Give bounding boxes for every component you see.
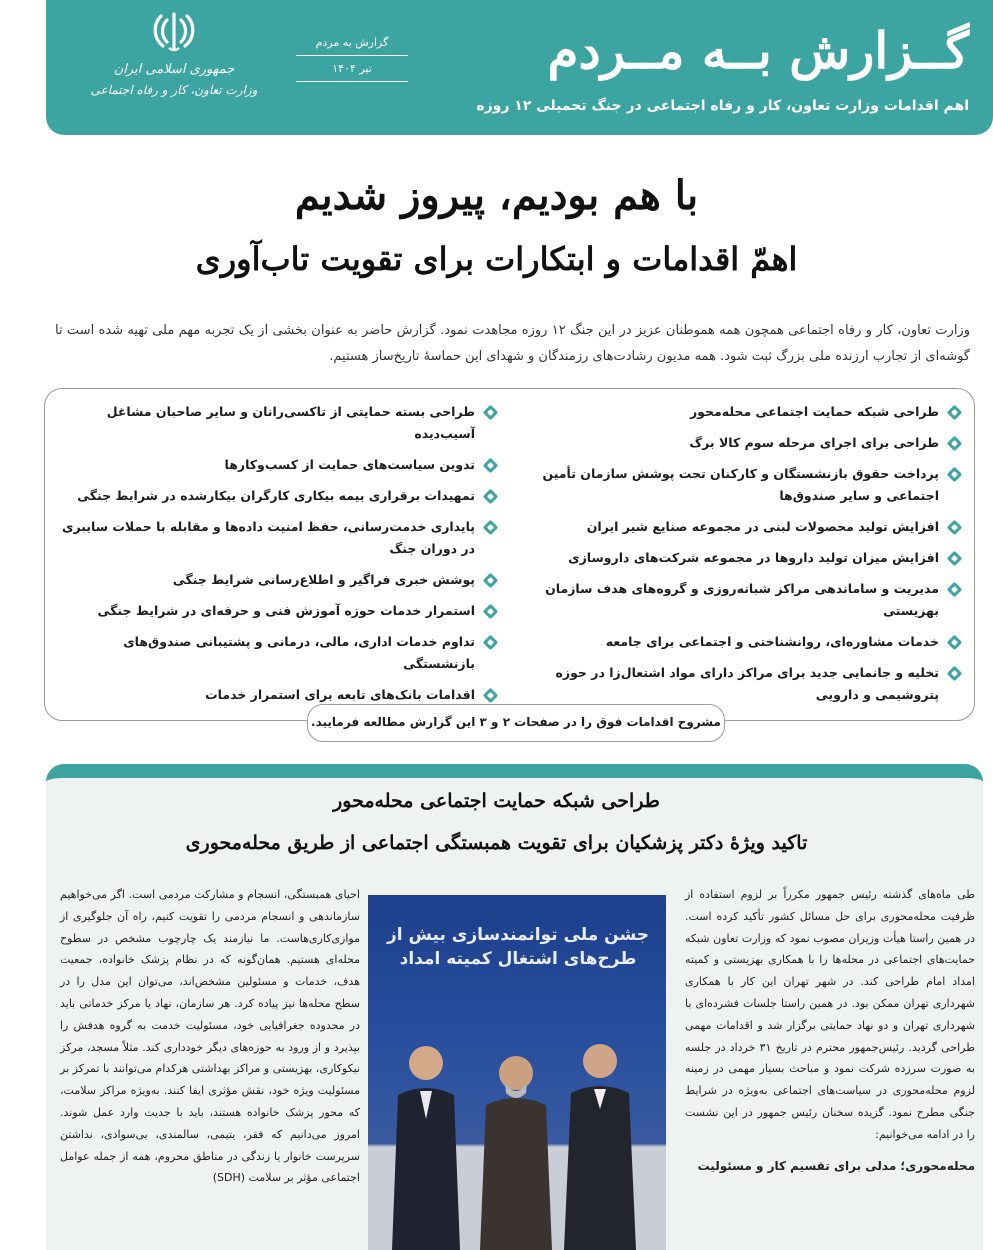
list-item: پوشش خبری فراگیر و اطلاع‌رسانی شرایط جنگی xyxy=(60,569,498,591)
actions-list-left xyxy=(60,401,498,715)
list-footnote: مشروح اقدامات فوق را در صفحات ۲ و ۳ این گزارش مطالعه فرمایید. xyxy=(307,704,725,742)
article-subtitle: تاکید ویژهٔ دکتر پزشکیان برای تقویت همبستگی اجتماعی از طریق محله‌محوری xyxy=(185,832,808,854)
list-item: افزایش تولید محصولات لبنی در مجموعه صنایع شیر ایران xyxy=(524,516,962,538)
person-right xyxy=(564,1044,636,1250)
brand-title: گــزارش بــه مــردم xyxy=(547,21,969,80)
article-column-left xyxy=(60,884,360,1189)
actions-list-box xyxy=(44,388,975,721)
diamond-bullet-icon xyxy=(947,520,963,536)
list-item: طراحی بسته حمایتی از تاکسی‌رانان و سایر صاحبان مشاغل آسیب‌دیده xyxy=(60,401,498,445)
diamond-bullet-icon xyxy=(947,467,963,483)
diamond-bullet-icon xyxy=(947,635,963,651)
article-text-right: طی ماه‌های گذشته رئیس جمهور مکرراً بر لزوم استفاده از ظرفیت محله‌محوری برای حل مسائل کشور تأکید کرده است. در همین راستا هیأت وزیران مصوب نمود که وزارت تعاون شبکه حمایت‌های اجتماعی در محله‌ها را با همکاری بهزیستی و کمیته امداد امام طراحی کند. در شهر تهران این کار با همکاری شهرداری تهران ممکن بود. در همین راستا جلسات فشرده‌ای با شهرداری تهران و دو نهاد حمایتی برگزار شد و اقدامات مهمی طراحی گردید. رئیس‌جمهور محترم در تاریخ ۳۱ خرداد در جلسه به صورت سرزده شرکت نمود و مباحث بسیار مهمی در زمینه لزوم محله‌محوری در سیاست‌های اجتماعی به‌ویژه در شرایط جنگی مطرح نمود. گزیده سخنان رئیس جمهور در این نشست را در ادامه می‌خوانیم: xyxy=(685,888,975,1141)
diamond-bullet-icon xyxy=(947,405,963,421)
article-column-right xyxy=(685,884,975,1177)
ministry-line-2: وزارت تعاون، کار و رفاه اجتماعی xyxy=(90,83,258,97)
issue-info xyxy=(296,36,408,82)
list-item: استمرار خدمات حوزه آموزش فنی و حرفه‌ای در شرایط جنگی xyxy=(60,600,498,622)
article-photo xyxy=(368,895,666,1250)
list-item: خدمات مشاوره‌ای، روانشناختی و اجتماعی برای جامعه xyxy=(524,631,962,653)
list-item: طراحی برای اجرای مرحله سوم کالا برگ xyxy=(524,432,962,454)
actions-list-right xyxy=(524,401,962,715)
list-item: طراحی شبکه حمایت اجتماعی محله‌محور xyxy=(524,401,962,423)
ministry-logo xyxy=(84,10,264,97)
main-headline: با هم بودیم، پیروز شدیم xyxy=(294,172,699,219)
diamond-bullet-icon xyxy=(947,436,963,452)
list-item: پرداخت حقوق بازنشستگان و کارکنان تحت پوشش سازمان تأمین اجتماعی و سایر صندوق‌ها xyxy=(524,463,962,507)
list-item: پایداری خدمت‌رسانی، حفظ امنیت داده‌ها و مقابله با حملات سایبری در دوران جنگ xyxy=(60,516,498,560)
ministry-line-1: جمهوری اسلامی ایران xyxy=(113,62,235,77)
diamond-bullet-icon xyxy=(483,489,499,505)
officials-photo-illustration xyxy=(368,895,666,1250)
issue-date: تیر ۱۴۰۴ xyxy=(296,55,408,82)
list-item: مدیریت و ساماندهی مراکز شبانه‌روزی و گروه‌های هدف سازمان بهزیستی xyxy=(524,578,962,622)
person-center xyxy=(480,1056,552,1250)
diamond-bullet-icon xyxy=(483,573,499,589)
article-text-left: احیای همبستگی، انسجام و مشارکت مردمی است. اگر می‌خواهیم سازماندهی و انسجام مردمی را تقویت کنیم، راه آن جلوگیری از موازی‌کاری‌هاست. ما نیازمند یک چارچوب مشخص در سطوح محله‌ای هستیم. همان‌گونه که در نظام پزشک خانواده، جمعیت هدف، خدمات و مسئولین مشخص‌اند، می‌توان این مدل را در سطح محله‌ها نیز پیاده کرد. هر سازمان، نهاد یا مرکز خدماتی باید در محدوده جغرافیایی خود، مسئولیت خدمت به گروه هدفش را بپذیرد و از ورود به حوزه‌های دیگر خودداری کند. مثلاً مسجد، مرکز نیکوکاری، بهزیستی و مراکز بهداشتی هرکدام می‌توانند با تمرکز بر مسئولیت ویژه خود، نقش مؤثری ایفا کنند. به‌ویژه مراکز سلامت، که محور پزشک خانواده هستند، باید با جدیت وارد عمل شوند. امروز می‌دانیم که فقر، یتیمی، سالمندی، بی‌سوادی، نداشتن سرپرست خانوار یا زندگی در مناطق محروم، همه از جمله عوامل اجتماعی مؤثر بر سلامت (SDH) xyxy=(60,888,360,1185)
list-item: تدوین سیاست‌های حمایت از کسب‌وکارها xyxy=(60,454,498,476)
intro-paragraph: وزارت تعاون، کار و رفاه اجتماعی همچون همه هموطنان عزیز در این جنگ ۱۲ روزه مجاهدت نمود. گزارش حاضر به عنوان بخشی از یک تجربه مهم ملی تهیه شده است تا گوشه‌ای از تجارب ارزنده ملی بزرگ ثبت شود. همه مدیون رشادت‌های رزمندگان و شهدای این حماسهٔ تاریخ‌ساز هستیم. xyxy=(55,323,970,364)
diamond-bullet-icon xyxy=(483,520,499,536)
diamond-bullet-icon xyxy=(483,405,499,421)
brand-subtitle: اهم اقدامات وزارت تعاون، کار و رفاه اجتماعی در جنگ تحمیلی ۱۲ روزه xyxy=(476,98,969,114)
issue-label: گزارش به مردم xyxy=(315,36,389,49)
diamond-bullet-icon xyxy=(947,582,963,598)
diamond-bullet-icon xyxy=(483,458,499,474)
iran-emblem-icon xyxy=(151,10,197,52)
article-title: طراحی شبکه حمایت اجتماعی محله‌محور xyxy=(333,790,660,812)
list-item: تخلیه و جانمایی جدید برای مراکز دارای مواد اشتعال‌زا در حوزه پتروشیمی و دارویی xyxy=(524,662,962,706)
list-item: تمهیدات برقراری بیمه بیکاری کارگران بیکارشده در شرایط جنگی xyxy=(60,485,498,507)
header-banner xyxy=(46,0,993,135)
diamond-bullet-icon xyxy=(483,604,499,620)
diamond-bullet-icon xyxy=(483,635,499,651)
diamond-bullet-icon xyxy=(483,688,499,704)
list-item: اقدامات بانک‌های تابعه برای استمرار خدمات xyxy=(60,684,498,706)
list-item: افزایش میزان تولید داروها در مجموعه شرکت‌های داروسازی xyxy=(524,547,962,569)
person-left xyxy=(392,1046,460,1250)
main-subheadline: اهمّ اقدامات و ابتکارات برای تقویت تاب‌آوری xyxy=(195,240,798,278)
list-item: تداوم خدمات اداری، مالی، درمانی و پشتیبانی صندوق‌های بازنشستگی xyxy=(60,631,498,675)
diamond-bullet-icon xyxy=(947,666,963,682)
photo-banner-text: جشن ملی توانمندسازی بیش از طرح‌های اشتغال کمیته امداد xyxy=(386,925,650,969)
diamond-bullet-icon xyxy=(947,551,963,567)
article-section-heading: محله‌محوری؛ مدلی برای تقسیم کار و مسئولیت xyxy=(697,1158,975,1173)
